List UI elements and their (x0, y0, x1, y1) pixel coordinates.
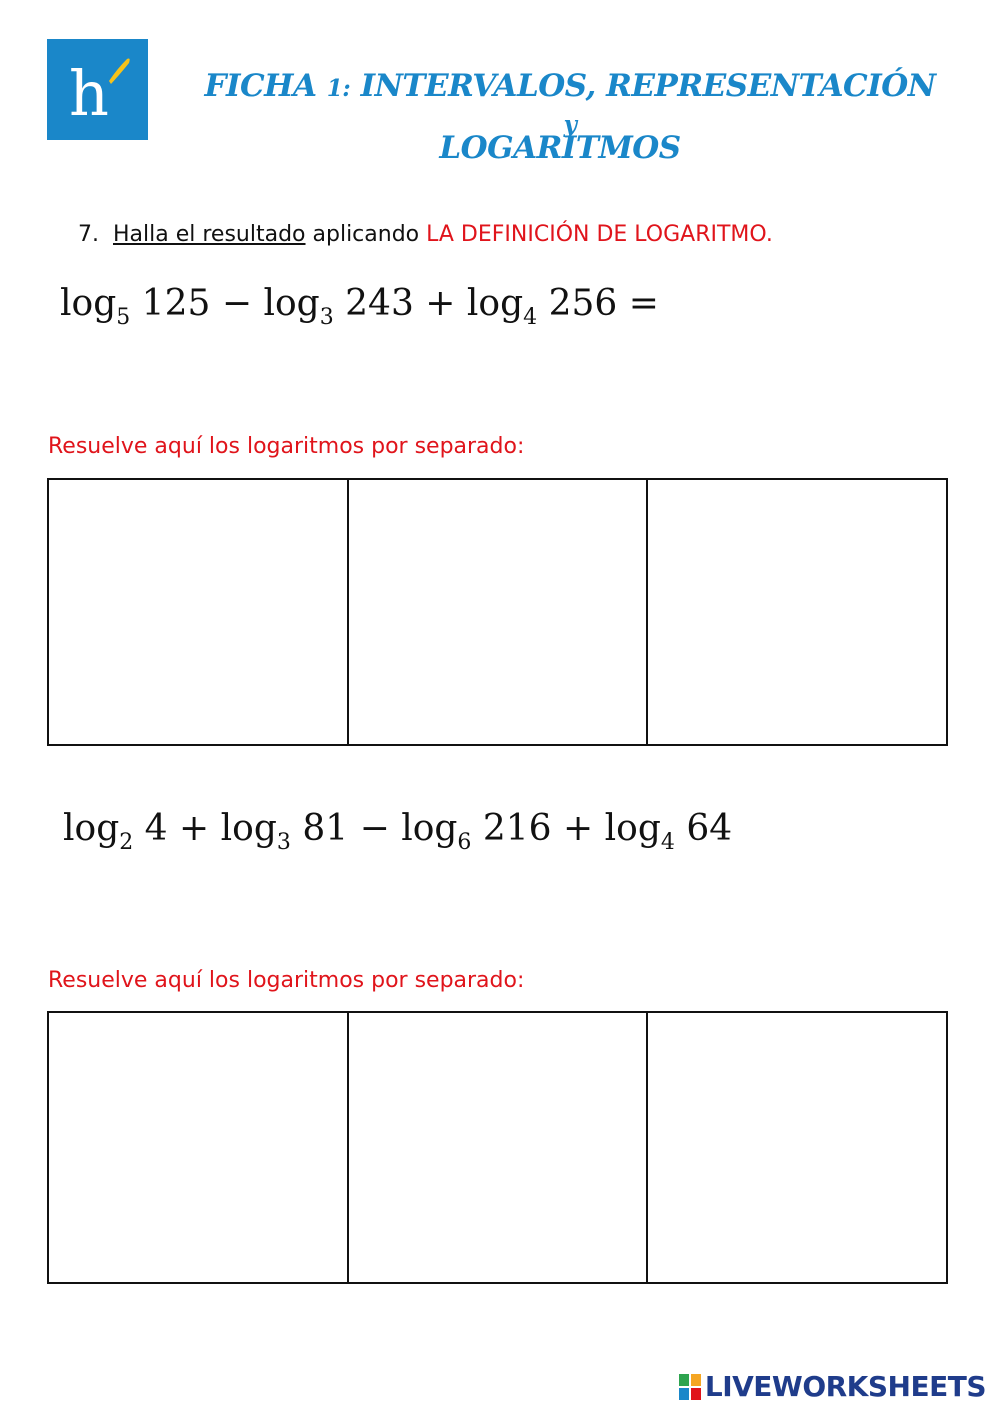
worksheet-title-line1: FICHA 1: INTERVALOS, REPRESENTACIÓN y (204, 68, 936, 138)
solve-prompt-2: Resuelve aquí los logaritmos por separado: (48, 968, 525, 993)
instruction-highlight: LA DEFINICIÓN DE LOGARITMO. (426, 222, 773, 247)
liveworksheets-badge-icon (679, 1374, 701, 1400)
answer-grid-2 (47, 1011, 948, 1284)
answer-box[interactable] (646, 480, 946, 744)
answer-box[interactable] (347, 1013, 647, 1282)
answer-box[interactable] (49, 480, 347, 744)
instruction-underlined: Halla el resultado (113, 222, 306, 247)
worksheet-title-line2: LOGARITMOS (439, 130, 681, 166)
brand-logo-icon (47, 39, 148, 140)
solve-prompt-1: Resuelve aquí los logaritmos por separado: (48, 434, 525, 459)
liveworksheets-footer[interactable] (679, 1370, 986, 1403)
svg-text:h: h (69, 57, 109, 130)
log-expression-1: $\log_5 125 - \log_3 243 + \log_4 256$ = (60, 283, 659, 330)
exercise-number: 7. (78, 222, 99, 247)
answer-grid-1 (47, 478, 948, 746)
exercise-instruction: 7. Halla el resultado aplicando LA DEFINICIÓN DE LOGARITMO. (78, 222, 773, 247)
footer-brand: LIVEWORKSHEETS (704, 1370, 986, 1403)
answer-box[interactable] (347, 480, 647, 744)
answer-box[interactable] (646, 1013, 946, 1282)
log-expression-2: $\log_2 4 + \log_3 81 - \log_6 216 + \log_4 64$ (63, 808, 733, 855)
answer-box[interactable] (49, 1013, 347, 1282)
